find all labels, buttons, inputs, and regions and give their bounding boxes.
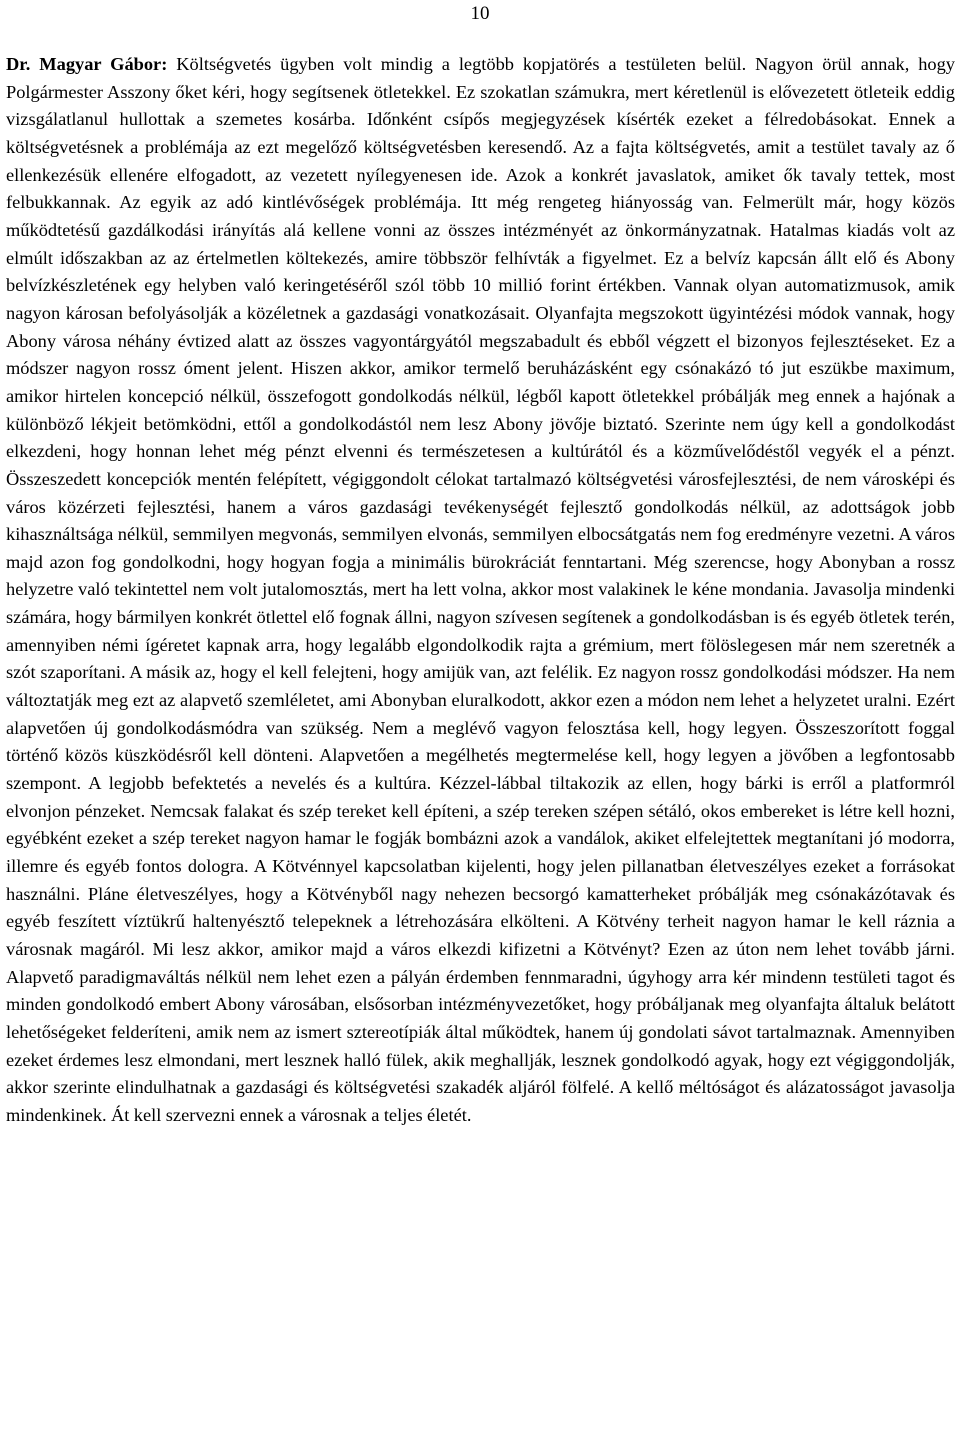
paragraph-text: Költségvetés ügyben volt mindig a legtöbb kopjatörés a testületen belül. Nagyon örül annak, hogy Polgármester Asszony őket kéri, hogy segítsenek ötletekkel. Ez szokatlan számukra, mert kéretlenül is elővezetett ötleteik eddig vizsgálatlanul hullottak a szemetes kosárba. Időnként csípős megjegyzések kísérték ezeket a félredobásokat. Ennek a költségvetésnek a problémája az ezt megelőző költségvetésben keresendő. Az a fajta költségvetés, amit a testület tavaly az ő ellenkezésük ellenére elfogadott, az vezetett nyílegyenesen ide. Azok a konkrét javaslatok, amiket ők tavaly tettek, most felbukkannak. Az egyik az adó kintlévőségek problémája. Itt még rengeteg hiányosság van. Felmerült már, hogy közös működtetésű gazdálkodási irányítás alá kellene vonni az összes intézményét az önkormányzatnak. Hatalmas kiadás volt az elmúlt időszakban az az értelmetlen költekezés, amire többször felhívták a figyelmet. Ez a belvíz kapcsán állt elő és Abony belvízkészletének egy helyben való keringetéséről szól több 10 millió forint értékben. Vannak olyan automatizmusok, amik nagyon károsan befolyásolják a közéletnek a gazdasági vonatkozásait. Olyanfajta megszokott ügyintézési módok vannak, hogy Abony városa néhány évtized alatt az összes vagyontárgyától megszabadult és ebből végzett el bizonyos fejlesztéseket. Ez a módszer nagyon rossz óment jelent. Hiszen akkor, amikor termelő beruházásként egy csónakázó tó jut eszükbe maximum, amikor hirtelen koncepció nélkül, összefogott gondolkodás nélkül, légből kapott ötletekkel próbálják meg ennek a hajónak a különböző lékjeit betömködni, ettől a gondolkodástól nem lesz Abony jövője biztató. Szerinte nem úgy kell a gondolkodást elkezdeni, hogy honnan lehet még pénzt elvenni és természetesen a kultúrától és a közművelődéstől vegyék el a pénzt. Összeszedett koncepciók mentén felépített, végiggondolt célokat tartalmazó költségvetési városfejlesztési, de nem városképi és város közérzeti fejlesztési, hanem a város gazdasági tevékenységét fejlesztő gondolkodás nélkül, az adottságok jobb kihasználtsága nélkül, semmilyen megvonás, semmilyen elvonás, semmilyen elbocsátgatás nem fog eredményre vezetni. A város majd azon fog gondolkodni, hogy hogyan fogja a minimális bürokráciát fenntartani. Még szerencse, hogy Abonyban a rossz helyzetre való tekintettel nem volt jutalomosztás, mert ha lett volna, akkor most valakinek le kéne mondania. Javasolja mindenki számára, hogy bármilyen konkrét ötlettel elő fognak állni, nagyon szívesen segítenek a gondolkodásban is és egyéb ötletek terén, amennyiben némi ígéretet kapnak arra, hogy legalább elgondolkodik rajta a grémium, mert fölöslegesen már nem szeretnék a szót szaporítani. A másik az, hogy el kell felejteni, hogy amijük van, azt felélik. Ez nagyon rossz gondolkodási módszer. Ha nem változtatják meg ezt az alapvető szemléletet, ami Abonyban eluralkodott, akkor ezen a módon nem lehet a helyzetet uralni. Ezért alapvetően új gondolkodásmódra van szükség. Nem a meglévő vagyon felosztása kell, hogy legyen. Összeszorított foggal történő közös küszködésről kell dönteni. Alapvetően a megélhetés megtermelése kell, hogy legyen a jövőben a legfontosabb szempont. A legjobb befektetés a nevelés és a kultúra. Kézzel-lábbal tiltakozik az ellen, hogy bárki is erről a platformról elvonjon pénzeket. Nemcsak falakat és szép tereket kell építeni, a szép tereken szépen sétáló, okos embereket is létre kell hozni, egyébként ezeket a szép tereket nagyon hamar le fogják bombázni azok a vandálok, akiket elfelejtettek megtanítani jó modorra, illemre és egyéb fontos dologra. A Kötvénnyel kapcsolatban kijelenti, hogy jelen pillanatban életveszélyes ezeket a forrásokat használni. Pláne életveszélyes, hogy a Kötvényből nagy nehezen becsorgó kamatterheket próbálják meg csónakázótavak és egyéb feszített víztükrű haltenyésztő telepeknek a létrehozására elkölteni. A Kötvény terheit nagyon hamar le kell ráznia a városnak magáról. Mi lesz akkor, amikor majd a város elkezdi kifizetni a Kötvényt? Ezen az úton nem lehet tovább járni. Alapvető paradigmaváltás nélkül nem lehet ezen a pályán érdemben fennmaradni, úgyhogy arra kér mindenn testületi tagot és minden gondolkodó embert Abony városában, elsősorban intézményvezetőket, hogy próbáljanak meg olyanfajta általuk belátott lehetőségeket felderíteni, amik nem az ismert sztereotípiák által működtek, hanem új gondolati sávot tartalmaznak. Amennyiben ezeket érdemes lesz elmondani, mert lesznek halló fülek, akik meghallják, lesznek gondolkodó agyak, hogy ezt végiggondolják, akkor szerinte elindulhatnak a gazdasági és költségvetési szakadék aljáról fölfelé. A kellő méltóságot és alázatosságot javasolja mindenkinek. Át kell szervezni ennek a városnak a teljes életét. [6, 54, 955, 1125]
page-number: 10 [470, 3, 490, 24]
document-paragraph [6, 51, 955, 1130]
speaker-name: Dr. Magyar Gábor: [6, 54, 168, 74]
